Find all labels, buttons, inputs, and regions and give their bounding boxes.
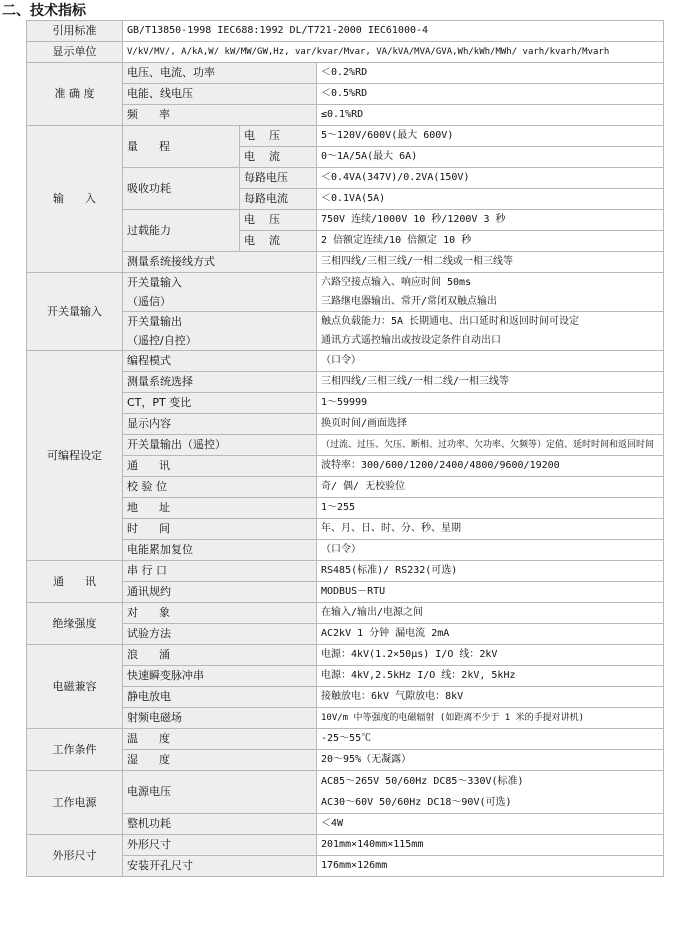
- row-prog: [27, 351, 664, 372]
- size-item-name: 安装开孔尺寸: [123, 856, 317, 877]
- row-prog: [27, 393, 664, 414]
- row-accuracy: [27, 63, 664, 84]
- input-overload-voltage-label: 电 压: [240, 210, 317, 231]
- comm-item-value: RS485(标准)/ RS232(可选): [317, 561, 664, 582]
- row-accuracy: [27, 84, 664, 105]
- row-insulation: [27, 603, 664, 624]
- size-item-value: 176mm×126mm: [317, 856, 664, 877]
- insulation-item-name: 对 象: [123, 603, 317, 624]
- switch-output-line: 触点负载能力：5A 长期通电、出口延时和返回时间可设定: [321, 316, 580, 327]
- label-standards: 引用标准: [27, 21, 123, 42]
- input-absorb-name: 吸收功耗: [123, 168, 240, 210]
- row-size: [27, 856, 664, 877]
- accuracy-item-name: 电压、电流、功率: [123, 63, 317, 84]
- prog-item-value: 三相四线/三相三线/一相二线/一相三线等: [317, 372, 664, 393]
- prog-item-name: 校 验 位: [123, 477, 317, 498]
- row-prog: [27, 372, 664, 393]
- switch-output-value: [317, 312, 664, 351]
- insulation-item-name: 试验方法: [123, 624, 317, 645]
- switch-input-line: 六路空接点输入、响应时间 50ms: [321, 277, 472, 288]
- comm-item-name: 通讯规约: [123, 582, 317, 603]
- row-standards: [27, 21, 664, 42]
- switch-input-line: 三路继电器输出、常开/常闭双触点输出: [321, 296, 498, 307]
- insulation-item-value: AC2kV 1 分钟 漏电流 2mA: [317, 624, 664, 645]
- power-supply-line: AC85～265V 50/60Hz DC85～330V(标准): [321, 776, 524, 787]
- prog-item-value: （口令）: [317, 540, 664, 561]
- prog-item-value: 换页时间/画面选择: [317, 414, 664, 435]
- prog-item-value: 年、月、日、时、分、秒、星期: [317, 519, 664, 540]
- size-item-name: 外形尺寸: [123, 835, 317, 856]
- prog-item-name: CT，PT 变比: [123, 393, 317, 414]
- label-work: 工作条件: [27, 729, 123, 771]
- switch-input-value: [317, 273, 664, 312]
- label-power: 工作电源: [27, 771, 123, 835]
- label-insulation: 绝缘强度: [27, 603, 123, 645]
- switch-input-name: [123, 273, 317, 312]
- size-item-value: 201mm×140mm×115mm: [317, 835, 664, 856]
- emc-item-name: 浪 涌: [123, 645, 317, 666]
- prog-item-name: 电能累加复位: [123, 540, 317, 561]
- emc-item-name: 快速瞬变脉冲串: [123, 666, 317, 687]
- input-wiring-value: 三相四线/三相三线/一相二线或一相三线等: [317, 252, 664, 273]
- row-prog: [27, 519, 664, 540]
- emc-item-value: 电源：4kV,2.5kHz I/O 线：2kV, 5kHz: [317, 666, 664, 687]
- row-emc: [27, 645, 664, 666]
- work-item-value: 20～95%（无凝露）: [317, 750, 664, 771]
- insulation-item-value: 在输入/输出/电源之间: [317, 603, 664, 624]
- row-power: [27, 771, 664, 814]
- row-emc: [27, 708, 664, 729]
- row-switch: [27, 273, 664, 312]
- row-comm: [27, 561, 664, 582]
- input-overload-current-label: 电 流: [240, 231, 317, 252]
- row-power: [27, 814, 664, 835]
- spec-table: [26, 20, 664, 877]
- input-absorb-current-label: 每路电流: [240, 189, 317, 210]
- emc-item-name: 静电放电: [123, 687, 317, 708]
- prog-item-name: 地 址: [123, 498, 317, 519]
- comm-item-name: 串 行 口: [123, 561, 317, 582]
- row-units: [27, 42, 664, 63]
- switch-output-line: （遥控/自控）: [127, 334, 197, 347]
- switch-input-line: 开关量输入: [127, 276, 182, 289]
- row-prog: [27, 498, 664, 519]
- row-prog: [27, 540, 664, 561]
- accuracy-item-name: 频 率: [123, 105, 317, 126]
- switch-output-line: 开关量输出: [127, 315, 182, 328]
- row-emc: [27, 687, 664, 708]
- input-range-current: 0～1A/5A(最大 6A): [317, 147, 664, 168]
- input-overload-voltage: 750V 连续/1000V 10 秒/1200V 3 秒: [317, 210, 664, 231]
- label-size: 外形尺寸: [27, 835, 123, 877]
- accuracy-item-value: ＜0.2%RD: [317, 63, 664, 84]
- row-input: [27, 252, 664, 273]
- row-prog: [27, 435, 664, 456]
- prog-item-name: 测量系统选择: [123, 372, 317, 393]
- prog-item-name: 显示内容: [123, 414, 317, 435]
- comm-item-value: MODBUS－RTU: [317, 582, 664, 603]
- input-overload-name: 过载能力: [123, 210, 240, 252]
- power-supply-value: [317, 771, 664, 814]
- label-emc: 电磁兼容: [27, 645, 123, 729]
- label-accuracy: 准 确 度: [27, 63, 123, 126]
- row-prog: [27, 477, 664, 498]
- switch-output-line: 通讯方式遥控输出或按设定条件自动出口: [321, 335, 501, 346]
- row-prog: [27, 414, 664, 435]
- label-units: 显示单位: [27, 42, 123, 63]
- label-comm: 通 讯: [27, 561, 123, 603]
- power-consumption-name: 整机功耗: [123, 814, 317, 835]
- power-supply-name: 电源电压: [123, 771, 317, 814]
- prog-item-value: （口令）: [317, 351, 664, 372]
- accuracy-item-name: 电能、线电压: [123, 84, 317, 105]
- input-overload-current: 2 倍额定连续/10 倍额定 10 秒: [317, 231, 664, 252]
- work-item-name: 湿 度: [123, 750, 317, 771]
- emc-item-name: 射频电磁场: [123, 708, 317, 729]
- label-switch: 开关量输入: [27, 273, 123, 351]
- switch-output-name: [123, 312, 317, 351]
- row-size: [27, 835, 664, 856]
- accuracy-item-value: ＜0.5%RD: [317, 84, 664, 105]
- label-input: 输 入: [27, 126, 123, 273]
- prog-item-value: 1～59999: [317, 393, 664, 414]
- row-comm: [27, 582, 664, 603]
- prog-item-name: 编程模式: [123, 351, 317, 372]
- input-range-name: 量 程: [123, 126, 240, 168]
- emc-item-value: 接触放电：6kV 气隙放电：8kV: [317, 687, 664, 708]
- input-wiring-name: 测量系统接线方式: [123, 252, 317, 273]
- label-prog: 可编程设定: [27, 351, 123, 561]
- input-absorb-current: ＜0.1VA(5A): [317, 189, 664, 210]
- prog-item-value: 奇/ 偶/ 无校验位: [317, 477, 664, 498]
- prog-item-value: （过流、过压、欠压、断相、过功率、欠功率、欠频等）定值、延时时间和返回时间: [317, 435, 664, 456]
- accuracy-item-value: ≤0.1%RD: [317, 105, 664, 126]
- input-range-voltage: 5～120V/600V(最大 600V): [317, 126, 664, 147]
- row-work: [27, 750, 664, 771]
- work-item-value: -25～55℃: [317, 729, 664, 750]
- emc-item-value: 10V/m 中等强度的电磁辐射 (如距离不少于 1 米的手提对讲机): [317, 708, 664, 729]
- emc-item-value: 电源：4kV(1.2×50μs) I/O 线：2kV: [317, 645, 664, 666]
- row-accuracy: [27, 105, 664, 126]
- input-absorb-voltage-label: 每路电压: [240, 168, 317, 189]
- row-prog: [27, 456, 664, 477]
- prog-item-name: 通 讯: [123, 456, 317, 477]
- prog-item-value: 1～255: [317, 498, 664, 519]
- power-supply-line: AC30～60V 50/60Hz DC18～90V(可选): [321, 797, 512, 808]
- row-input: [27, 210, 664, 231]
- value-standards: GB/T13850-1998 IEC688:1992 DL/T721-2000 IEC61000-4: [123, 21, 664, 42]
- prog-item-name: 开关量输出（遥控）: [123, 435, 317, 456]
- row-insulation: [27, 624, 664, 645]
- prog-item-name: 时 间: [123, 519, 317, 540]
- input-absorb-voltage: ＜0.4VA(347V)/0.2VA(150V): [317, 168, 664, 189]
- power-consumption-value: ＜4W: [317, 814, 664, 835]
- section-title: 二、技术指标: [2, 3, 86, 19]
- row-work: [27, 729, 664, 750]
- input-range-current-label: 电 流: [240, 147, 317, 168]
- switch-input-line: （遥信）: [127, 295, 171, 308]
- input-range-voltage-label: 电 压: [240, 126, 317, 147]
- prog-item-value: 波特率：300/600/1200/2400/4800/9600/19200: [317, 456, 664, 477]
- row-input: [27, 126, 664, 147]
- row-switch: [27, 312, 664, 351]
- row-input: [27, 168, 664, 189]
- work-item-name: 温 度: [123, 729, 317, 750]
- value-units: V/kV/MV/, A/kA,W/ kW/MW/GW,Hz, var/kvar/Mvar, VA/kVA/MVA/GVA,Wh/kWh/MWh/ varh/kvarh/Mvarh: [123, 42, 664, 63]
- row-emc: [27, 666, 664, 687]
